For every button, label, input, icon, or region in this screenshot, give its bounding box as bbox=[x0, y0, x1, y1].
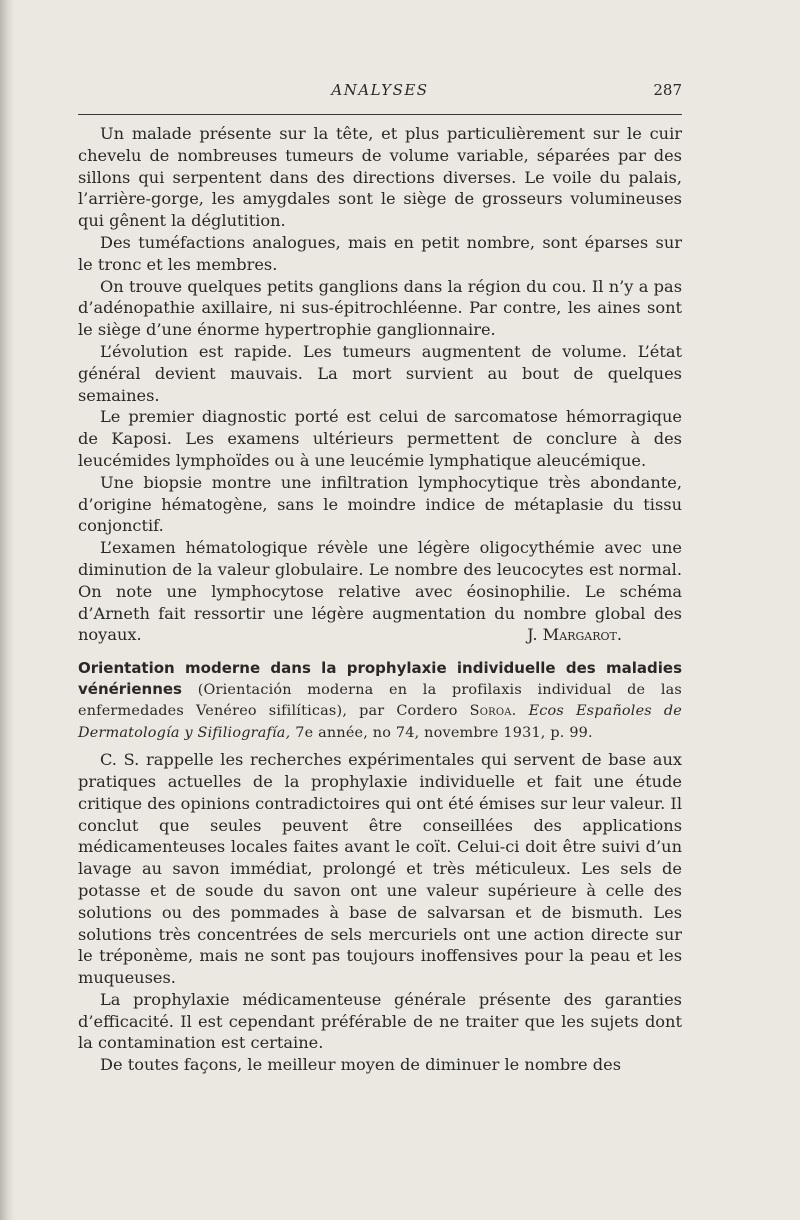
author-signature: J. Margarot. bbox=[527, 625, 622, 645]
paragraph: Des tuméfactions analogues, mais en petit nombre, sont éparses sur le tronc et les membres. bbox=[78, 232, 682, 274]
paragraph: La prophylaxie médicamenteuse générale présente des garanties d’efficacité. Il est cependant préférable de ne traiter que les sujets dont la contamination est certaine. bbox=[78, 989, 682, 1053]
paragraph: De toutes façons, le meilleur moyen de diminuer le nombre des bbox=[100, 1055, 622, 1075]
paragraph-text: L’examen hématologique révèle une légère oligocythémie avec une diminution de la valeur globulaire. Le nombre des leucocytes est normal. On note une lymphocytose relative avec éosinophilie. Le schéma d’Arneth fait ressortir une légère augmentation du nombre global des noyaux. bbox=[78, 538, 682, 645]
journal-name: Ecos Españoles de Dermatología y Sifiliografía, bbox=[78, 703, 682, 741]
original-title: (Orientación moderna en la profilaxis individual de las enfermedades Venéreo sifilíticas), par Cordero bbox=[78, 681, 682, 720]
journal-page bbox=[78, 80, 682, 1076]
paragraph: On trouve quelques petits ganglions dans la région du cou. Il n’y a pas d’adénopathie axillaire, ni sus-épitrochléenne. Par contre, les aines sont le siège d’une énorme hypertrophie ganglionnaire. bbox=[78, 276, 682, 340]
paragraph: L’évolution est rapide. Les tumeurs augmentent de volume. L’état général devient mauvais. La mort survient au bout de quelques semaines. bbox=[78, 341, 682, 405]
paragraph: C. S. rappelle les recherches expérimentales qui servent de base aux pratiques actuelles de la prophylaxie individuelle et fait une étude critique des opinions contradictoires qui ont été émises sur leur valeur. Il conclut que seules peuvent être conseillées des applications médicamenteuses locales faites avant le coït. Celui-ci doit être suivi d’un lavage au savon immédiat, prolongé et très méticuleux. Les sels de potasse et de soude du savon ont une valeur supérieure à celle des solutions ou des pommades à base de salvarsan et de bismuth. Les solutions très concentrées de sels mercuriels ont une action directe sur le tréponème, mais ne sont pas toujours inoffensives pour la peau et les muqueuses. bbox=[78, 750, 682, 988]
running-title: ANALYSES bbox=[331, 81, 429, 99]
paragraph: Une biopsie montre une infiltration lymphocytique très abondante, d’origine hématogène, sans le moindre indice de métaplasie du tissu conjonctif. bbox=[78, 472, 682, 536]
second-review bbox=[78, 749, 682, 1076]
running-head bbox=[78, 80, 682, 106]
header-rule bbox=[78, 114, 682, 115]
paragraph: Le premier diagnostic porté est celui de sarcomatose hémorragique de Kaposi. Les examens ultérieurs permettent de conclure à des leucémides lymphoïdes ou à une leucémie lymphatique aleucémique. bbox=[78, 407, 682, 470]
paragraph-with-signature bbox=[78, 537, 682, 646]
article-heading bbox=[78, 658, 682, 743]
citation: 7e année, no 74, novembre 1931, p. 99. bbox=[295, 724, 593, 741]
article-title: Orientation moderne dans la prophylaxie individuelle des maladies vénériennes bbox=[78, 659, 682, 698]
first-review bbox=[78, 123, 682, 646]
page-number: 287 bbox=[653, 81, 682, 99]
paragraph: Un malade présente sur la tête, et plus particulièrement sur le cuir chevelu de nombreuses tumeurs de volume variable, séparées par des sillons qui serpentent dans des directions diverses. Le voile du palais, l’arrière-gorge, les amygdales sont le siège de grosseurs volumineuses qui gênent la déglutition. bbox=[78, 124, 682, 231]
author-surname: Soroa. bbox=[469, 703, 517, 720]
page-binding-edge bbox=[0, 0, 14, 1220]
